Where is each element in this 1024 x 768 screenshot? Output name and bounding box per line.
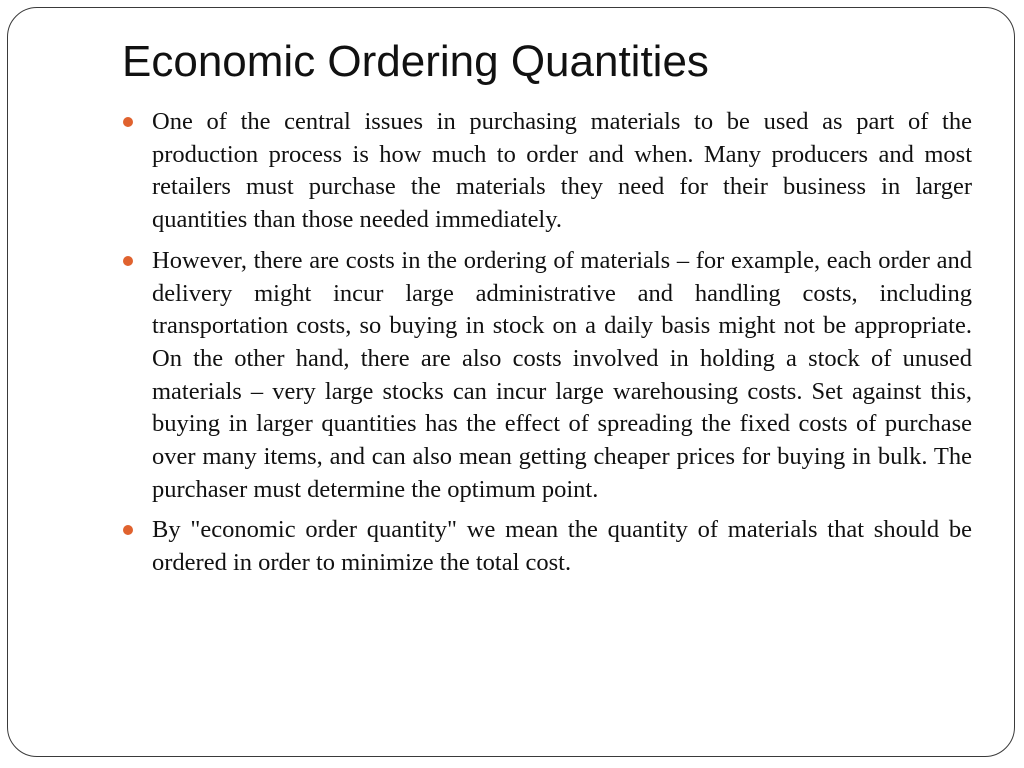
slide-frame [7,7,1015,757]
bullet-list [120,106,972,588]
bullet-dot-icon [123,256,133,266]
bullet-dot-icon [123,525,133,535]
bullet-text: By "economic order quantity" we mean the quantity of materials that should be ordered in order to minimize the total cost. [152,516,972,577]
bullet-item [120,106,972,237]
slide-title: Economic Ordering Quantities [122,37,709,86]
bullet-dot-icon [123,117,133,127]
bullet-text: One of the central issues in purchasing materials to be used as part of the production process is how much to order and when. Many producers and most retailers must purchase the materials they need for their business in larger quantities than those needed immediately. [152,108,972,234]
bullet-item [120,514,972,579]
bullet-text: However, there are costs in the ordering of materials – for example, each order and delivery might incur large administrative and handling costs, including transportation costs, so buying in stock on a daily basis might not be appropriate. On the other hand, there are also costs involved in holding a stock of unused materials – very large stocks can incur large warehousing costs. Set against this, buying in larger quantities has the effect of spreading the fixed costs of purchase over many items, and can also mean getting cheaper prices for buying in bulk. The purchaser must determine the optimum point. [152,246,972,503]
bullet-item [120,245,972,507]
